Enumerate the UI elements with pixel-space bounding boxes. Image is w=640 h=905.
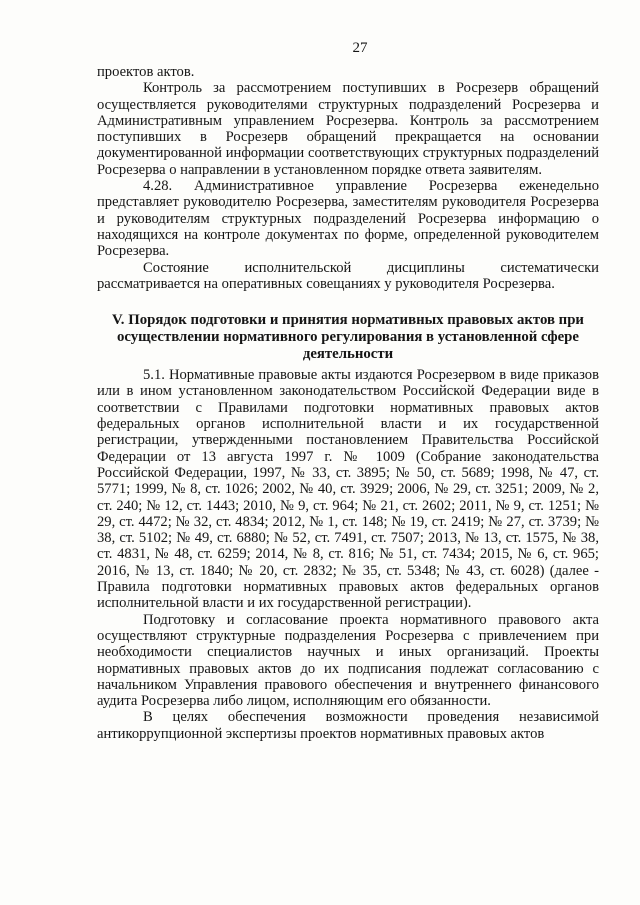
section-heading: V. Порядок подготовки и принятия нормативных правовых актов при осуществлении нормативного регулирования в установленной сфере деятельности (112, 312, 584, 363)
page-number: 27 (352, 40, 368, 56)
paragraph-5-1: 5.1. Нормативные правовые акты издаются Росрезервом в виде приказов или в ином установленном законодательством Российской Федерации виде в соответствии с Правилами подготовки нормативных правовых актов федеральных органов исполнительной власти и их государственной регистрации, утвержденными постановлением Правительства Российской Федерации от 13 августа 1997 г. № 1009 (Собрание законодательства Российской Федерации, 1997, № 33, ст. 3895; № 50, ст. 5689; 1998, № 47, ст. 5771; 1999, № 8, ст. 1026; 2002, № 40, ст. 3929; 2006, № 29, ст. 3251; 2009, № 2, ст. 240; № 12, ст. 1443; 2010, № 9, ст. 964; № 21, ст. 2602; 2011, № 9, ст. 1251; № 29, ст. 4472; № 32, ст. 4834; 2012, № 1, ст. 148; № 19, ст. 2419; № 27, ст. 3739; № 38, ст. 5102; № 49, ст. 6880; № 52, ст. 7491, ст. 7507; 2013, № 13, ст. 1575, № 38, ст. 4831, № 48, ст. 6259; 2014, № 8, ст. 816; № 51, ст. 7434; 2015, № 6, ст. 965; 2016, № 13, ст. 1840; № 20, ст. 2832; № 35, ст. 5348; № 43, ст. 6028) (далее - Правила подготовки нормативных правовых актов федеральных органов исполнительной власти и их государственной регистрации). (97, 367, 599, 612)
paragraph-4-28: 4.28. Административное управление Росрезерва еженедельно представляет руководителю Росрезерва, заместителям руководителя Росрезерва и руководителям структурных подразделений Росрезерва информацию о находящихся на контроле документах по форме, определенной руководителем Росрезерва. (97, 178, 599, 260)
paragraph-anticorruption: В целях обеспечения возможности проведения независимой антикоррупционной экспертизы проектов нормативных правовых актов (97, 709, 599, 742)
paragraph-appeals-control: Контроль за рассмотрением поступивших в Росрезерв обращений осуществляется руководителями структурных подразделений Росрезерва и Административным управлением Росрезерва. Контроль за рассмотрением поступивших в Росрезерв обращений прекращается на основании документированной информации соответствующих структурных подразделений Росрезерва о направлении в установленном порядке ответа заявителям. (97, 80, 599, 178)
paragraph-discipline: Состояние исполнительской дисциплины систематически рассматривается на оперативных совещаниях у руководителя Росрезерва. (97, 259, 599, 292)
paragraph-drafting: Подготовку и согласование проекта нормативного правового акта осуществляют структурные подразделения Росрезерва с привлечением при необходимости специалистов научных и иных организаций. Проекты нормативных правовых актов до их подписания подлежат согласованию с начальником Управления правового обеспечения и внутреннего финансового аудита Росрезерва либо лицом, исполняющим его обязанности. (97, 611, 599, 710)
continued-paragraph: проектов актов. (97, 64, 195, 80)
document-body (97, 64, 599, 742)
